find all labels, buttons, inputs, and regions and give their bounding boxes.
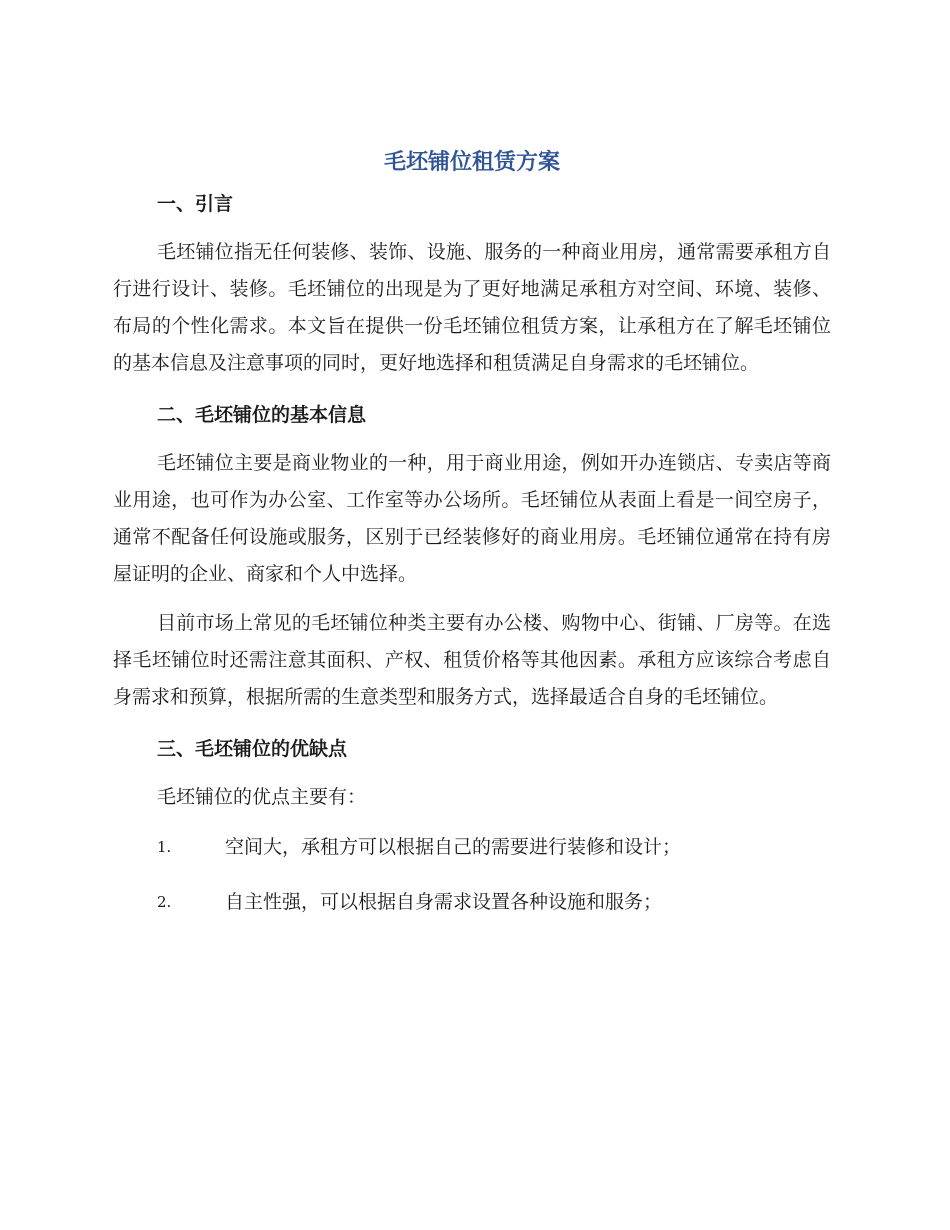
section-pros-cons	[113, 732, 831, 921]
section-heading: 三、毛坯铺位的优缺点	[157, 738, 348, 760]
list-item	[113, 884, 831, 921]
list-item-text: 空间大，承租方可以根据自己的需要进行装修和设计；	[225, 836, 682, 858]
paragraph: 毛坯铺位主要是商业物业的一种，用于商业用途，例如开办连锁店、专卖店等商业用途，也可作为办公室、工作室等办公场所。毛坯铺位从表面上看是一间空房子，通常不配备任何设施或服务，区别于已经装修好的商业用房。毛坯铺位通常在持有房屋证明的企业、商家和个人中选择。	[113, 452, 831, 585]
section-basic-info	[113, 398, 831, 716]
paragraph: 毛坯铺位指无任何装修、装饰、设施、服务的一种商业用房，通常需要承租方自行进行设计、装修。毛坯铺位的出现是为了更好地满足承租方对空间、环境、装修、布局的个性化需求。本文旨在提供一份毛坯铺位租赁方案，让承租方在了解毛坯铺位的基本信息及注意事项的同时，更好地选择和租赁满足自身需求的毛坯铺位。	[113, 241, 831, 374]
section-introduction	[113, 187, 831, 382]
section-heading: 二、毛坯铺位的基本信息	[157, 404, 367, 426]
document-title: 毛坯铺位租赁方案	[383, 150, 560, 175]
advantages-list	[113, 829, 831, 921]
list-item	[113, 829, 831, 866]
list-lead: 毛坯铺位的优点主要有：	[157, 786, 367, 808]
paragraph: 目前市场上常见的毛坯铺位种类主要有办公楼、购物中心、街铺、厂房等。在选择毛坯铺位时还需注意其面积、产权、租赁价格等其他因素。承租方应该综合考虑自身需求和预算，根据所需的生意类型和服务方式，选择最适合自身的毛坯铺位。	[113, 612, 831, 708]
list-item-number: 1.	[157, 838, 172, 856]
list-item-number: 2.	[157, 893, 172, 911]
document-body	[113, 143, 831, 939]
list-item-text: 自主性强，可以根据自身需求设置各种设施和服务；	[225, 891, 663, 913]
section-heading: 一、引言	[157, 193, 234, 215]
